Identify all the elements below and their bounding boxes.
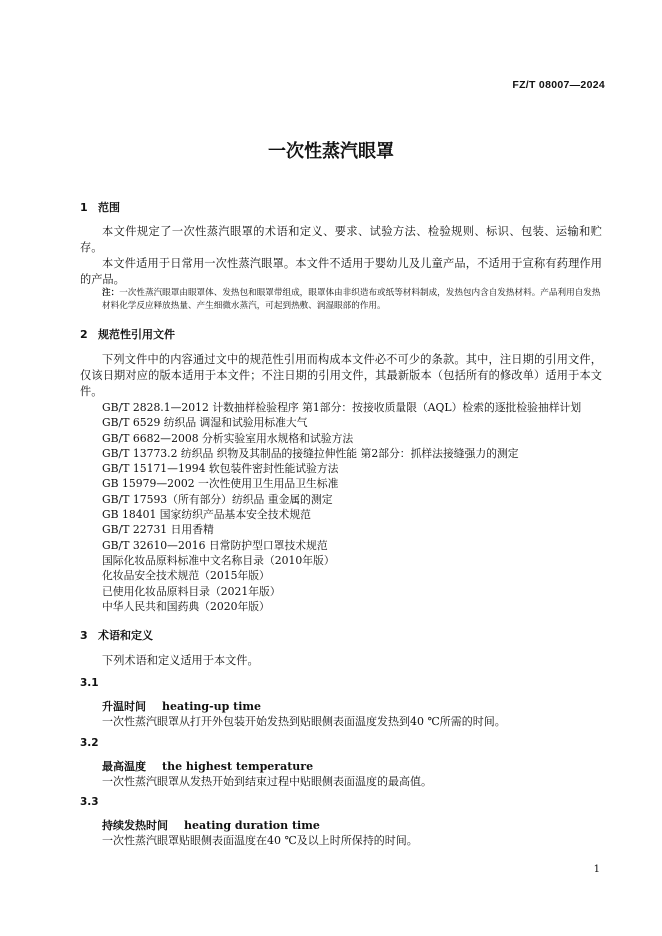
note-label: 注： [102,288,120,298]
section-number: 2 [80,328,88,341]
reference-item: GB/T 13773.2 纺织品 织物及其制品的接缝拉伸性能 第2部分：抓样法接缝强力的测定 [102,446,519,460]
reference-item: 国际化妆品原料标准中文名称目录（2010年版） [102,553,335,567]
scope-paragraph-2: 本文件适用于日常用一次性蒸汽眼罩。本文件不适用于婴幼儿及儿童产品，不适用于宣称有药理作用的产品。 [80,257,602,286]
reference-item: GB/T 15171—1994 软包装件密封性能试验方法 [102,462,339,476]
term-definition: 一次性蒸汽眼罩从发热开始到结束过程中贴眼侧表面温度的最高值。 [102,775,432,788]
term-definition: 一次性蒸汽眼罩从打开外包装开始发热到贴眼侧表面温度发热到40 ℃所需的时间。 [102,715,506,728]
term-name-en: the highest temperature [162,760,314,773]
term-name-zh: 最高温度 [102,760,146,773]
term-number: 3.1 [80,677,99,689]
normative-intro: 下列文件中的内容通过文中的规范性引用而构成本文件必不可少的条款。其中，注日期的引用文件，仅该日期对应的版本适用于本文件；不注日期的引用文件，其最新版本（包括所有的修改单）适用于本文件。 [80,353,602,398]
section-number: 3 [80,629,88,642]
reference-item: GB/T 6682—2008 分析实验室用水规格和试验方法 [102,431,354,445]
section-title: 范围 [98,201,120,214]
note-text: 一次性蒸汽眼罩由眼罩体、发热包和眼罩带组成，眼罩体由非织造布或纸等材料制成，发热包内含自发热材料。产品利用自发热材料化学反应释放热量、产生细微水蒸汽，可起到热敷、润湿眼部的作用。 [102,288,601,311]
reference-item: 已使用化妆品原料目录（2021年版） [102,584,281,598]
reference-item: GB/T 32610—2016 日常防护型口罩技术规范 [102,538,328,552]
reference-list [102,400,581,614]
term-name-zh: 持续发热时间 [102,819,168,832]
term-number: 3.2 [80,737,99,749]
document-title: 一次性蒸汽眼罩 [268,141,394,162]
reference-item: GB/T 2828.1—2012 计数抽样检验程序 第1部分：按接收质量限（AQL）检索的逐批检验抽样计划 [102,401,582,414]
section-number: 1 [80,201,88,214]
section-3-heading [80,627,153,643]
standard-code: FZ/T 08007—2024 [512,79,605,91]
term-definition: 一次性蒸汽眼罩贴眼侧表面温度在40 ℃及以上时所保持的时间。 [102,834,418,847]
reference-item: 中华人民共和国药典（2020年版） [102,599,270,613]
term-name-zh: 升温时间 [102,700,146,713]
section-2-heading [80,326,175,342]
term-name [102,698,261,714]
page-number: 1 [593,864,600,875]
term-name [102,758,313,774]
section-title: 术语和定义 [98,629,153,642]
terms-intro: 下列术语和定义适用于本文件。 [102,654,259,667]
term-number: 3.3 [80,796,99,808]
reference-item: GB/T 22731 日用香精 [102,523,214,537]
reference-item: GB/T 17593（所有部分）纺织品 重金属的测定 [102,492,333,506]
term-name-en: heating duration time [184,819,320,832]
scope-paragraph-1: 本文件规定了一次性蒸汽眼罩的术语和定义、要求、试验方法、检验规则、标识、包装、运输和贮存。 [80,225,602,254]
term-name [102,817,320,833]
term-name-en: heating-up time [162,700,262,713]
section-title: 规范性引用文件 [98,328,175,341]
scope-note [102,287,602,313]
reference-item: GB 18401 国家纺织产品基本安全技术规范 [102,508,311,522]
reference-item: GB 15979—2002 一次性使用卫生用品卫生标准 [102,477,339,491]
section-1-heading [80,199,120,215]
reference-item: GB/T 6529 纺织品 调湿和试验用标准大气 [102,416,308,430]
reference-item: 化妆品安全技术规范（2015年版） [102,569,270,583]
